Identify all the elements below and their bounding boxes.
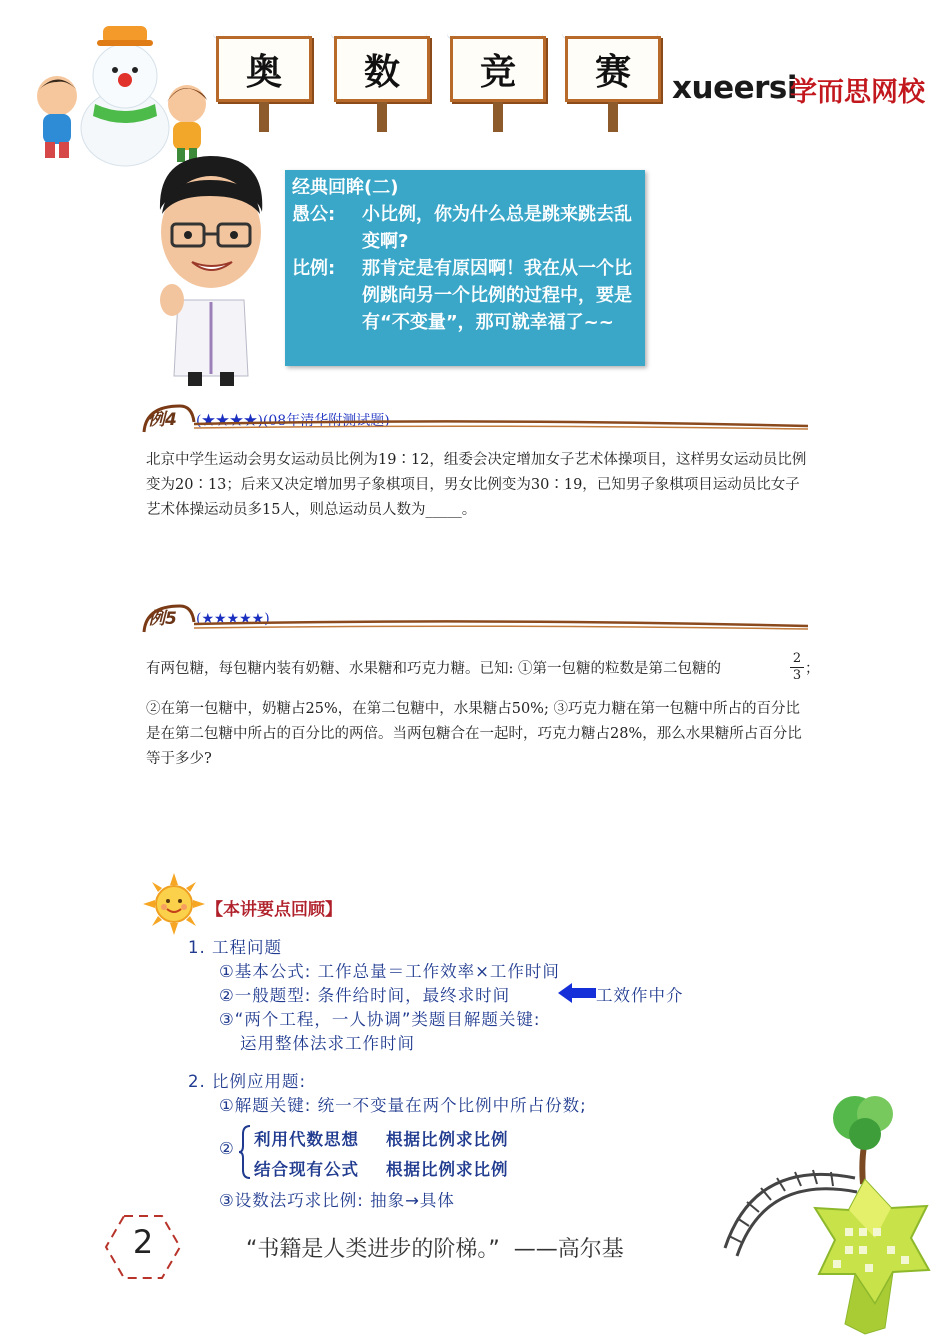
example5-divider xyxy=(140,600,810,636)
teacher-cartoon xyxy=(148,150,278,388)
example5-problem-rest: ②在第一包糖中，奶糖占25%，在第二包糖中，水果糖占50%; ③巧克力糖在第一包糖中所占的百分比是在第二包糖中所占的百分比的两倍。当两包糖合在一起时，巧克力糖占28%，那么水果糖所占百分比等于多少? xyxy=(146,701,802,767)
example4-problem: 北京中学生运动会男女运动员比例为19∶12，组委会决定增加女子艺术体操项目，这样男女运动员比例变为20∶13；后来又决定增加男子象棋项目，男女比例变为30∶19，已知男子象棋项目运动员比女子艺术体操运动员多15人，则总运动员人数为_____。 xyxy=(146,452,807,518)
logo-chinese: 学而思网校 xyxy=(790,77,925,108)
brace-icon xyxy=(238,1124,252,1180)
speaker-bili: 比例: xyxy=(292,258,336,279)
example5-badge: 例5 xyxy=(148,609,177,629)
speaker-yugong: 愚公: xyxy=(292,204,336,225)
header-sign-1: 奥 xyxy=(216,36,312,102)
review-section1-title: 1. 工程问题 xyxy=(188,938,282,957)
review-s1-item-c2: 运用整体法求工作时间 xyxy=(240,1034,415,1053)
footer-quote: “书籍是人类进步的阶梯。” ——高尔基 xyxy=(246,1237,624,1262)
sun-icon xyxy=(143,873,205,935)
review-s2-item-b2: 结合现有公式 根据比例求比例 xyxy=(254,1160,509,1179)
example4-badge: 例4 xyxy=(148,410,177,430)
review-s2-item-b-mark: ② xyxy=(219,1139,235,1158)
example5-line1-end: ； xyxy=(805,661,820,677)
logo-english: xueersi xyxy=(672,70,797,106)
fraction-numerator: 2 xyxy=(792,651,802,666)
example5-line1-text: 有两包糖，每包糖内装有奶糖、水果糖和巧克力糖。已知: ①第一包糖的粒数是第二包糖的 xyxy=(146,661,721,677)
review-s1-item-c: ③“两个工程，一人协调”类题目解题关键: xyxy=(219,1010,541,1029)
example5-fraction xyxy=(790,651,804,684)
tree-ladder-illustration xyxy=(715,1088,940,1340)
fraction-denominator: 3 xyxy=(790,667,804,684)
review-s2-item-a: ①解题关键: 统一不变量在两个比例中所占份数; xyxy=(219,1096,587,1115)
review-s1-item-b: ②一般题型: 条件给时间，最终求时间 xyxy=(219,986,511,1005)
header-sign-4: 赛 xyxy=(565,36,661,102)
header-sign-3: 竞 xyxy=(450,36,546,102)
dialogue-box xyxy=(285,170,645,366)
page-number: 2 xyxy=(132,1223,154,1261)
example4-source: (★★★★)(08年清华附测试题) xyxy=(196,413,390,429)
example5-line1 xyxy=(146,657,816,682)
example5-source: (★★★★★) xyxy=(196,611,270,627)
review-heading: 【本讲要点回顾】 xyxy=(206,900,342,920)
speaker-yugong-text: 小比例，你为什么总是跳来跳去乱变啊? xyxy=(362,204,632,252)
header-sign-2: 数 xyxy=(334,36,430,102)
kids-snowman-illustration xyxy=(15,18,210,168)
speaker-bili-text: 那肯定是有原因啊！我在从一个比例跳向另一个比例的过程中，要是有“不变量”，那可就幸福了~~ xyxy=(362,258,632,333)
example4-divider xyxy=(140,400,810,436)
left-arrow-icon xyxy=(558,983,596,1003)
dialogue-title: 经典回眸(二) xyxy=(292,177,399,198)
review-s2-item-b1: 利用代数思想 根据比例求比例 xyxy=(254,1130,509,1149)
review-section2-title: 2. 比例应用题: xyxy=(188,1072,307,1091)
review-s1-item-a: ①基本公式: 工作总量＝工作效率×工作时间 xyxy=(219,962,560,981)
review-s1-arrow-text: 工效作中介 xyxy=(596,986,684,1005)
review-s2-item-c: ③设数法巧求比例: 抽象→具体 xyxy=(219,1191,455,1210)
